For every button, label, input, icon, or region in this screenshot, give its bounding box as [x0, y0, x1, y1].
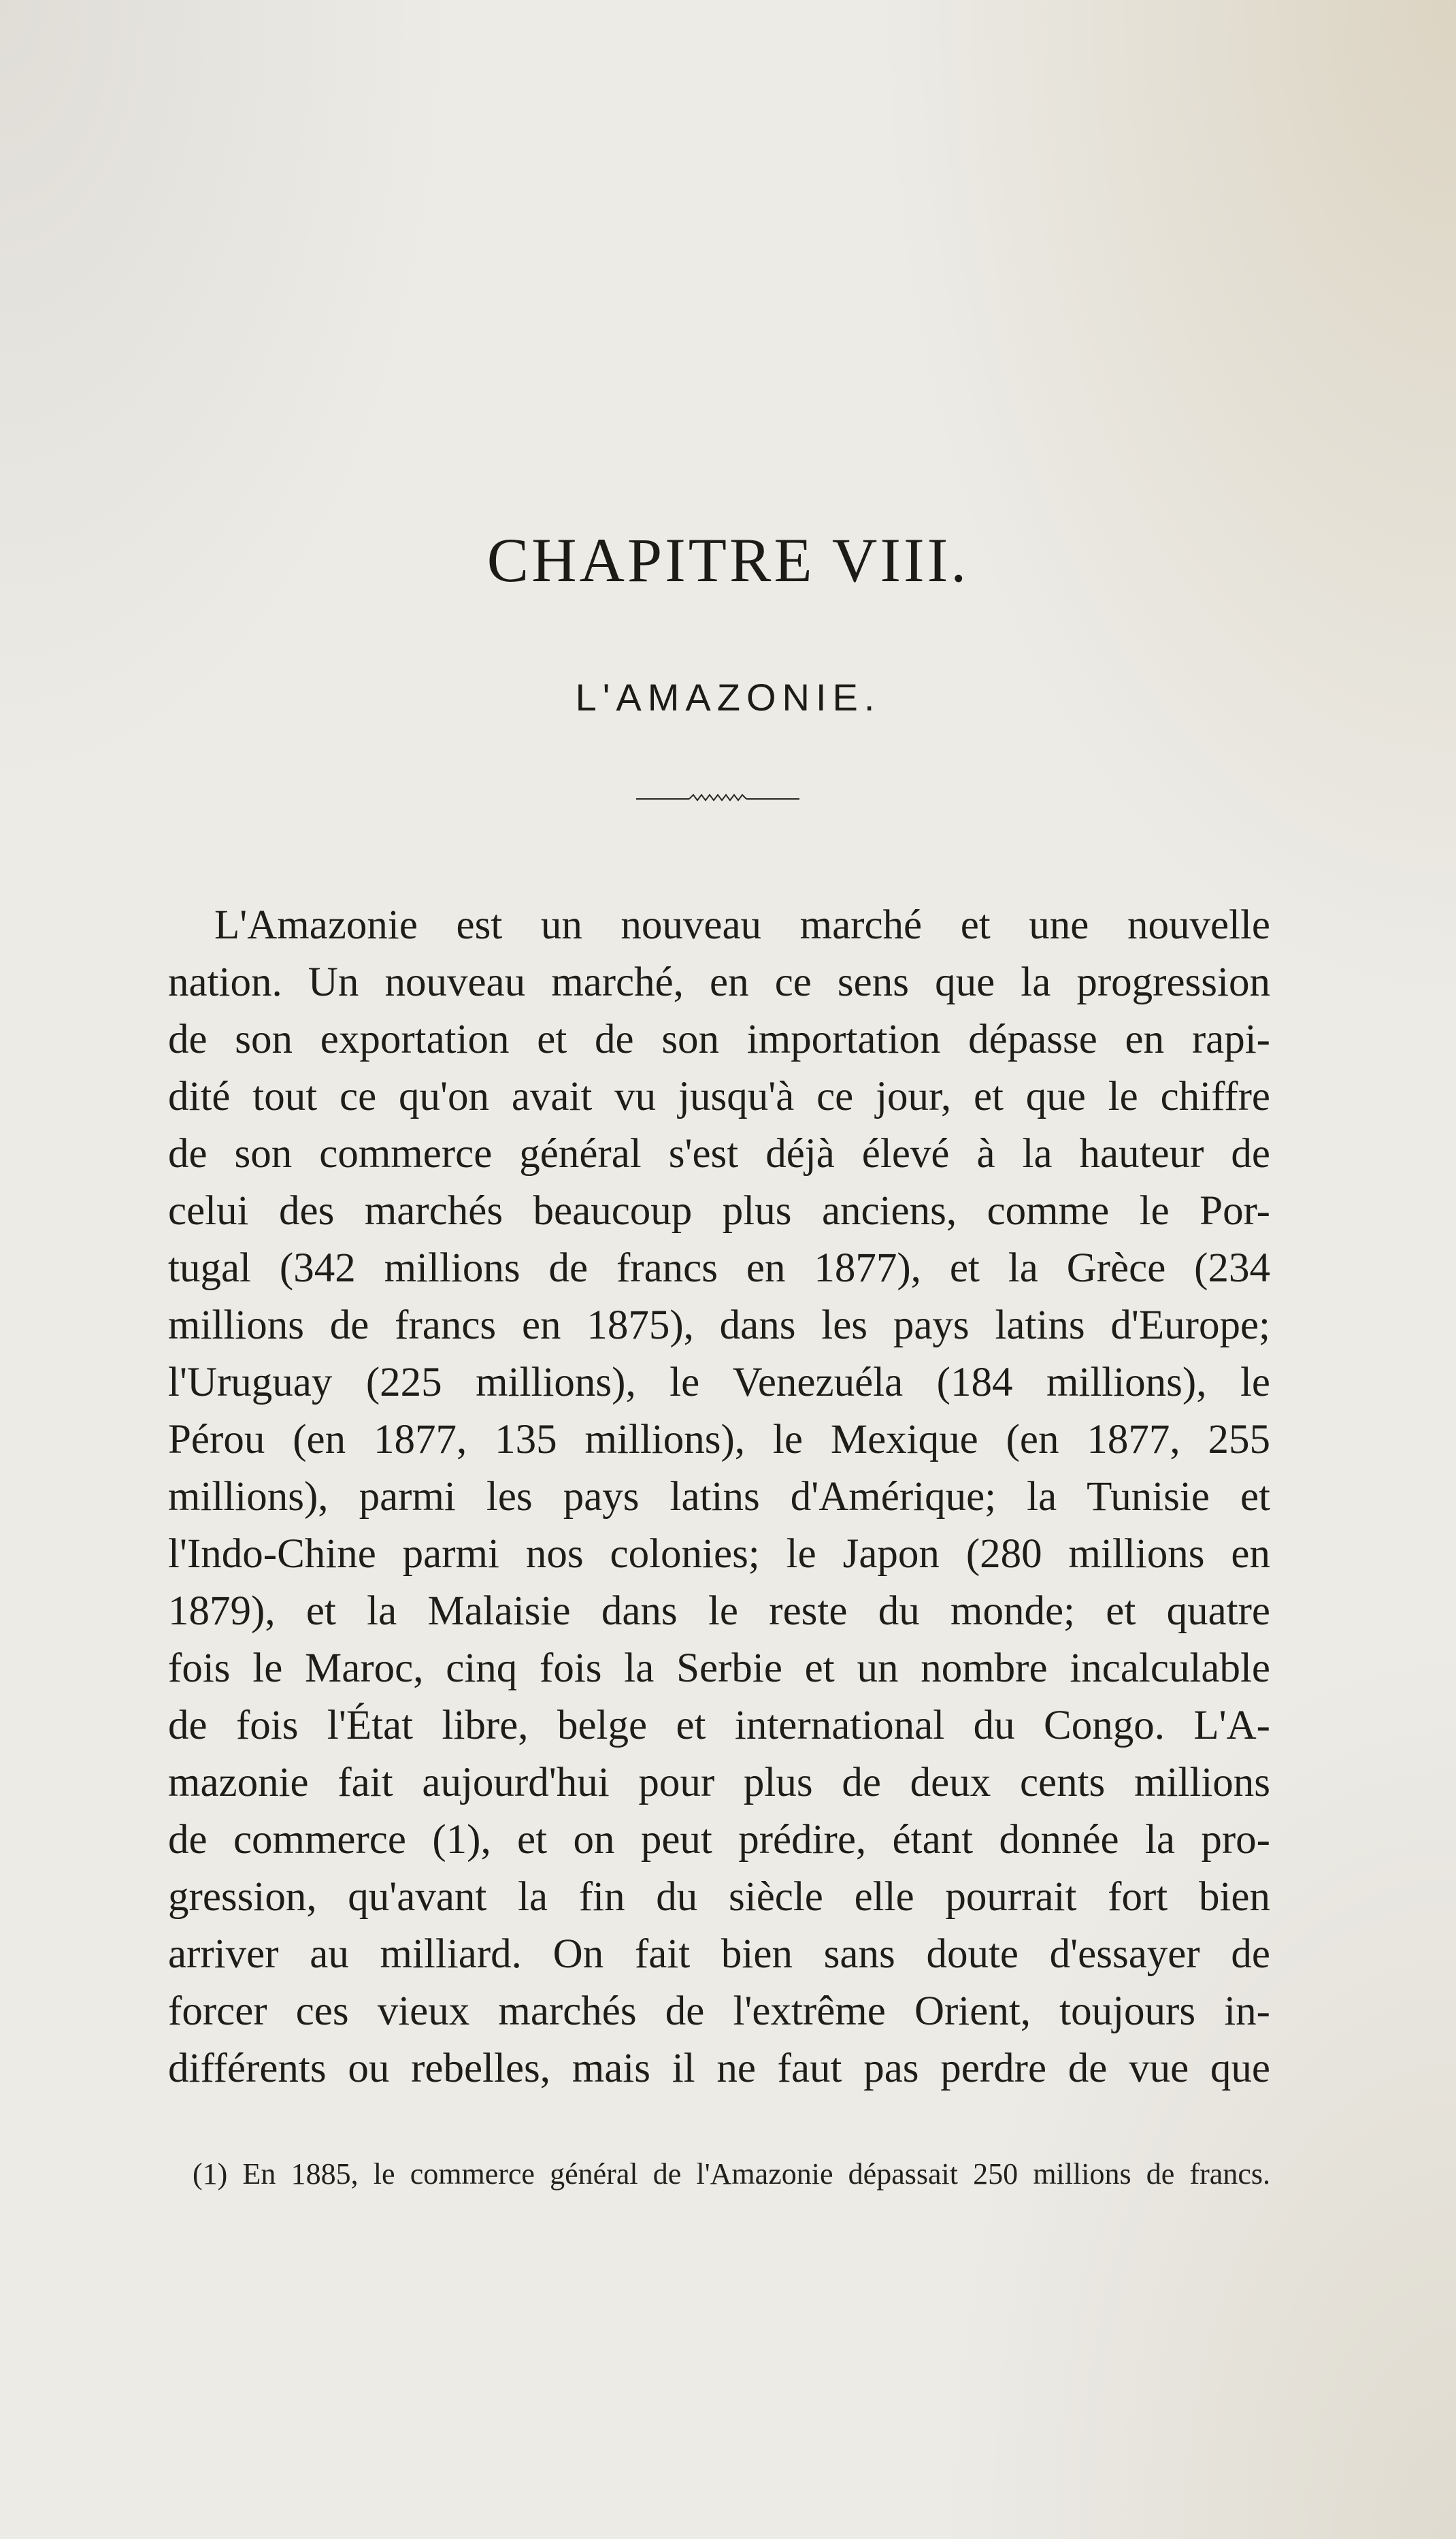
text-line: fois le Maroc, cinq fois la Serbie et un nombre incalculable [168, 1645, 1270, 1691]
text-line: différents ou rebelles, mais il ne faut pas perdre de vue que [168, 2046, 1270, 2091]
section-title: L'AMAZONIE. [575, 676, 881, 719]
text-line: millions de francs en 1875), dans les pays latins d'Europe; [168, 1303, 1270, 1348]
body-paragraph [168, 897, 1270, 2097]
text-line: de son commerce général s'est déjà élevé à la hauteur de [168, 1131, 1270, 1177]
text-line: l'Indo-Chine parmi nos colonies; le Japon (280 millions en [168, 1531, 1270, 1577]
text-line: mazonie fait aujourd'hui pour plus de deux cents millions [168, 1760, 1270, 1805]
text-line: dité tout ce qu'on avait vu jusqu'à ce jour, et que le chiffre [168, 1074, 1270, 1119]
footnote: (1) En 1885, le commerce général de l'Amazonie dépassait 250 millions de francs. [193, 2157, 1270, 2191]
text-line: celui des marchés beaucoup plus anciens, comme le Por- [168, 1188, 1270, 1234]
chapter-title: CHAPITRE VIII. [486, 525, 970, 595]
text-line: de son exportation et de son importation dépasse en rapi- [168, 1017, 1270, 1062]
text-line: tugal (342 millions de francs en 1877), et la Grèce (234 [168, 1245, 1270, 1291]
text-line: nation. Un nouveau marché, en ce sens que la progression [168, 960, 1270, 1005]
text-line: Pérou (en 1877, 135 millions), le Mexique (en 1877, 255 [168, 1417, 1270, 1462]
text-line: de commerce (1), et on peut prédire, étant donnée la pro- [168, 1817, 1270, 1863]
text-line: l'Uruguay (225 millions), le Venezuéla (184 millions), le [168, 1360, 1270, 1405]
text-line: arriver au milliard. On fait bien sans doute d'essayer de [168, 1931, 1270, 1977]
text-line: gression, qu'avant la fin du siècle elle pourrait fort bien [168, 1874, 1270, 1920]
text-line: forcer ces vieux marchés de l'extrême Orient, toujours in- [168, 1988, 1270, 2034]
text-line: de fois l'État libre, belge et international du Congo. L'A- [168, 1703, 1270, 1748]
text-line: L'Amazonie est un nouveau marché et une nouvelle [214, 902, 1270, 948]
text-line: 1879), et la Malaisie dans le reste du monde; et quatre [168, 1588, 1270, 1634]
decorative-rule-ornament [636, 789, 799, 806]
text-line: millions), parmi les pays latins d'Amérique; la Tunisie et [168, 1474, 1270, 1520]
